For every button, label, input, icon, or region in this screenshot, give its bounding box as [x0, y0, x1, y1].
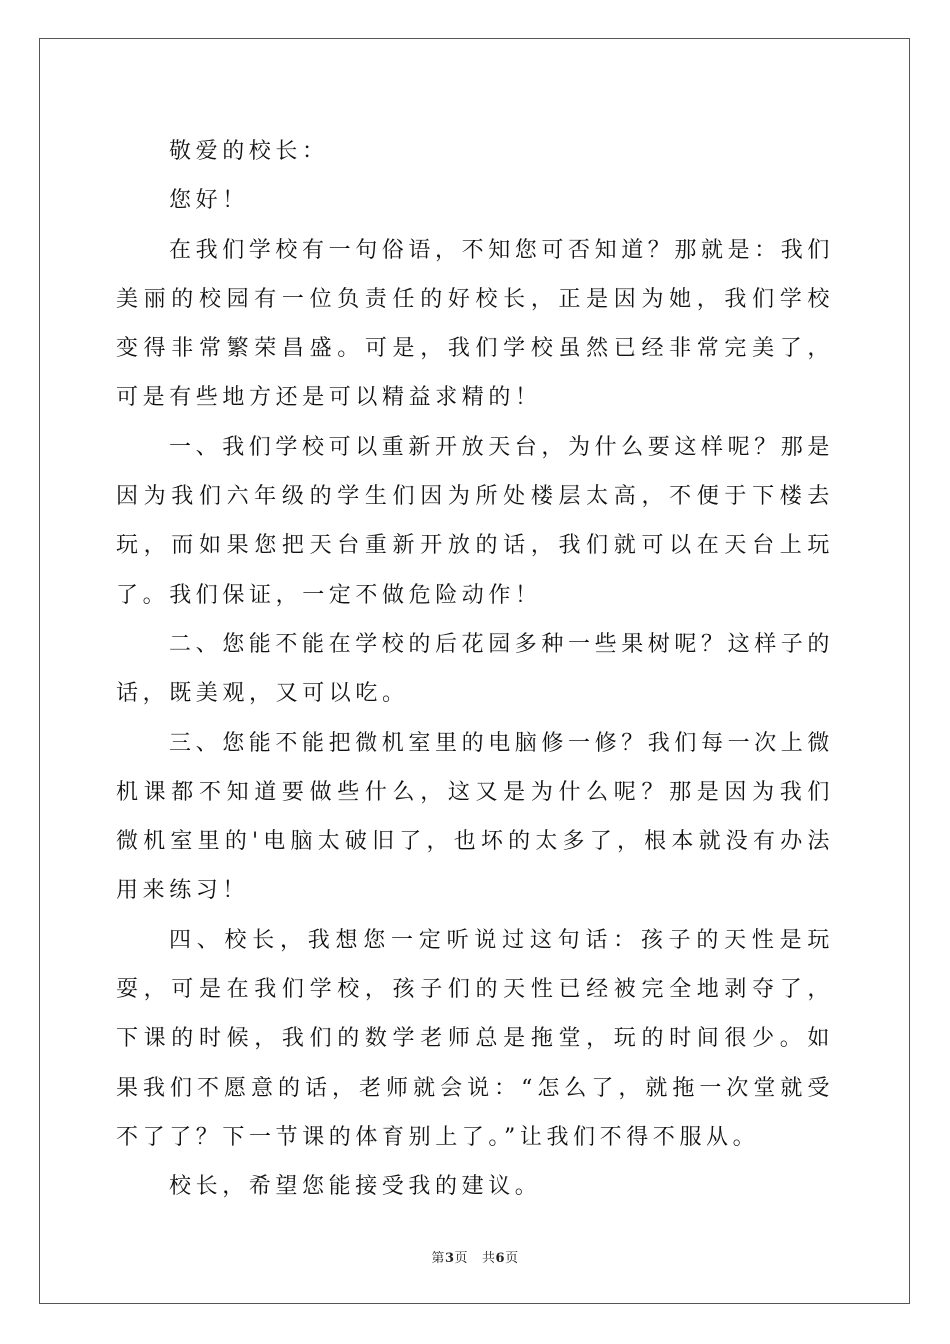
paragraph-closing: 校长，希望您能接受我的建议。 — [169, 1174, 542, 1200]
paragraph-suggestion-2: 二、您能不能在学校的后花园多种一些果树呢？这样子的话，既美观，又可以吃。 — [116, 631, 835, 707]
salutation: 敬爱的校长： — [169, 139, 329, 164]
page-footer — [0, 1247, 950, 1266]
paragraph-suggestion-1: 一、我们学校可以重新开放天台，为什么要这样呢？那是因为我们六年级的学生们因为所处楼层太高，不便于下楼去玩，而如果您把天台重新开放的话，我们就可以在天台上玩了。我们保证，一定不做危险动作！ — [116, 434, 835, 608]
page-suffix: 页 — [454, 1251, 468, 1266]
total-prefix: 共 — [482, 1251, 496, 1266]
greeting: 您好！ — [169, 188, 249, 214]
total-suffix: 页 — [505, 1251, 519, 1266]
paragraph-suggestion-3: 三、您能不能把微机室里的电脑修一修？我们每一次上微机课都不知道要做些什么，这又是为什么呢？那是因为我们微机室里的'电脑太破旧了，也坏的太多了，根本就没有办法用来练习！ — [116, 730, 835, 904]
paragraph-intro: 在我们学校有一句俗语，不知您可否知道？那就是：我们美丽的校园有一位负责任的好校长，正是因为她，我们学校变得非常繁荣昌盛。可是，我们学校虽然已经非常完美了，可是有些地方还是可以精益求精的！ — [116, 237, 835, 411]
page-number: 3 — [444, 1251, 455, 1266]
paragraph-suggestion-4: 四、校长，我想您一定听说过这句话：孩子的天性是玩耍，可是在我们学校，孩子们的天性已经被完全地剥夺了，下课的时候，我们的数学老师总是拖堂，玩的时间很少。如果我们不愿意的话，老师就会说：“怎么了，就拖一次堂就受不了了？下一节课的体育别上了。”让我们不得不服从。 — [116, 927, 834, 1150]
page-prefix: 第 — [431, 1251, 445, 1266]
total-pages: 6 — [495, 1251, 506, 1266]
letter-body — [116, 127, 834, 1212]
